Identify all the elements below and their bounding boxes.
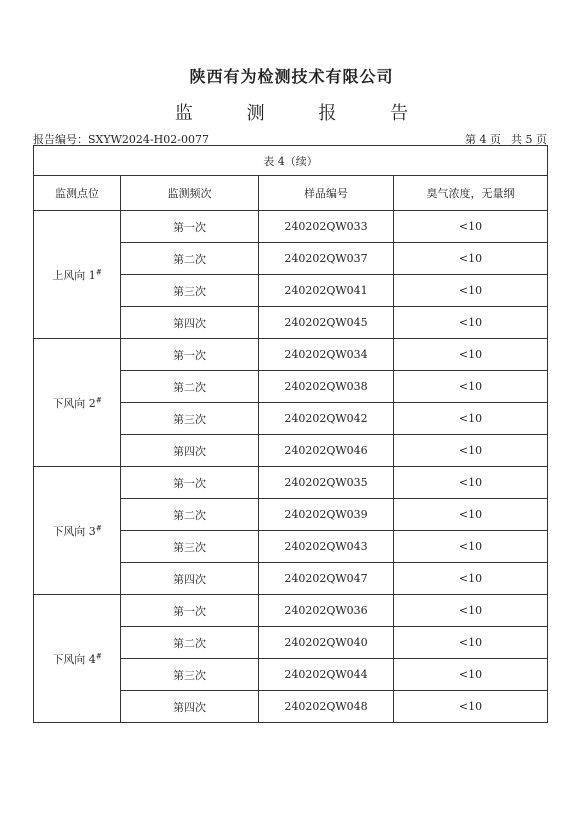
odor-value-cell: <10 — [394, 211, 548, 243]
frequency-cell: 第四次 — [121, 691, 259, 723]
location-cell — [34, 211, 121, 339]
frequency-cell: 第二次 — [121, 243, 259, 275]
odor-value-cell: <10 — [394, 563, 548, 595]
document-title: 监 测 报 告 — [174, 103, 433, 124]
report-info-row — [33, 131, 547, 145]
table-header-row — [34, 176, 548, 211]
odor-value-cell: <10 — [394, 499, 548, 531]
odor-value-cell: <10 — [394, 691, 548, 723]
frequency-cell: 第三次 — [121, 275, 259, 307]
company-name: 陕西有为检测技术有限公司 — [189, 67, 394, 86]
odor-value-cell: <10 — [394, 467, 548, 499]
sample-id-cell: 240202QW033 — [259, 211, 394, 243]
odor-value-cell: <10 — [394, 371, 548, 403]
frequency-cell: 第四次 — [121, 563, 259, 595]
location-label: 下风向 2 — [52, 396, 96, 410]
location-label: 下风向 4 — [52, 652, 96, 666]
table-row — [34, 211, 548, 243]
odor-value-cell: <10 — [394, 275, 548, 307]
sample-id-cell: 240202QW044 — [259, 659, 394, 691]
report-number: 报告编号：SXYW2024-H02-0077 — [33, 133, 209, 146]
sample-id-cell: 240202QW037 — [259, 243, 394, 275]
location-label: 上风向 1 — [52, 268, 96, 282]
frequency-cell: 第三次 — [121, 531, 259, 563]
location-marker: # — [95, 267, 102, 276]
odor-value-cell: <10 — [394, 243, 548, 275]
sample-id-cell: 240202QW040 — [259, 627, 394, 659]
frequency-cell: 第二次 — [121, 371, 259, 403]
table-row — [34, 595, 548, 627]
sample-id-cell: 240202QW041 — [259, 275, 394, 307]
sample-id-cell: 240202QW046 — [259, 435, 394, 467]
sample-id-cell: 240202QW035 — [259, 467, 394, 499]
location-marker: # — [95, 651, 102, 660]
table-caption-row — [34, 146, 548, 176]
frequency-cell: 第一次 — [121, 339, 259, 371]
column-header-odor-concentration: 臭气浓度，无量纲 — [394, 176, 548, 211]
column-header-frequency: 监测频次 — [121, 176, 259, 211]
odor-value-cell: <10 — [394, 595, 548, 627]
location-cell — [34, 467, 121, 595]
sample-id-cell: 240202QW045 — [259, 307, 394, 339]
monitoring-table — [33, 145, 548, 723]
frequency-cell: 第三次 — [121, 659, 259, 691]
sample-id-cell: 240202QW043 — [259, 531, 394, 563]
frequency-cell: 第一次 — [121, 595, 259, 627]
sample-id-cell: 240202QW048 — [259, 691, 394, 723]
location-marker: # — [95, 395, 102, 404]
frequency-cell: 第二次 — [121, 627, 259, 659]
sample-id-cell: 240202QW036 — [259, 595, 394, 627]
frequency-cell: 第四次 — [121, 307, 259, 339]
sample-id-cell: 240202QW034 — [259, 339, 394, 371]
frequency-cell: 第一次 — [121, 467, 259, 499]
odor-value-cell: <10 — [394, 307, 548, 339]
odor-value-cell: <10 — [394, 627, 548, 659]
sample-id-cell: 240202QW038 — [259, 371, 394, 403]
frequency-cell: 第二次 — [121, 499, 259, 531]
frequency-cell: 第四次 — [121, 435, 259, 467]
sample-id-cell: 240202QW047 — [259, 563, 394, 595]
column-header-location: 监测点位 — [34, 176, 121, 211]
column-header-sample-id: 样品编号 — [259, 176, 394, 211]
page-number: 第 4 页 — [465, 133, 501, 146]
sample-id-cell: 240202QW042 — [259, 403, 394, 435]
sample-id-cell: 240202QW039 — [259, 499, 394, 531]
frequency-cell: 第一次 — [121, 211, 259, 243]
total-pages: 共 5 页 — [511, 133, 547, 146]
odor-value-cell: <10 — [394, 659, 548, 691]
location-cell — [34, 595, 121, 723]
odor-value-cell: <10 — [394, 403, 548, 435]
table-row — [34, 467, 548, 499]
odor-value-cell: <10 — [394, 531, 548, 563]
frequency-cell: 第三次 — [121, 403, 259, 435]
odor-value-cell: <10 — [394, 339, 548, 371]
odor-value-cell: <10 — [394, 435, 548, 467]
location-cell — [34, 339, 121, 467]
table-caption: 表 4（续） — [34, 146, 548, 176]
table-row — [34, 339, 548, 371]
location-label: 下风向 3 — [52, 524, 96, 538]
location-marker: # — [95, 523, 102, 532]
